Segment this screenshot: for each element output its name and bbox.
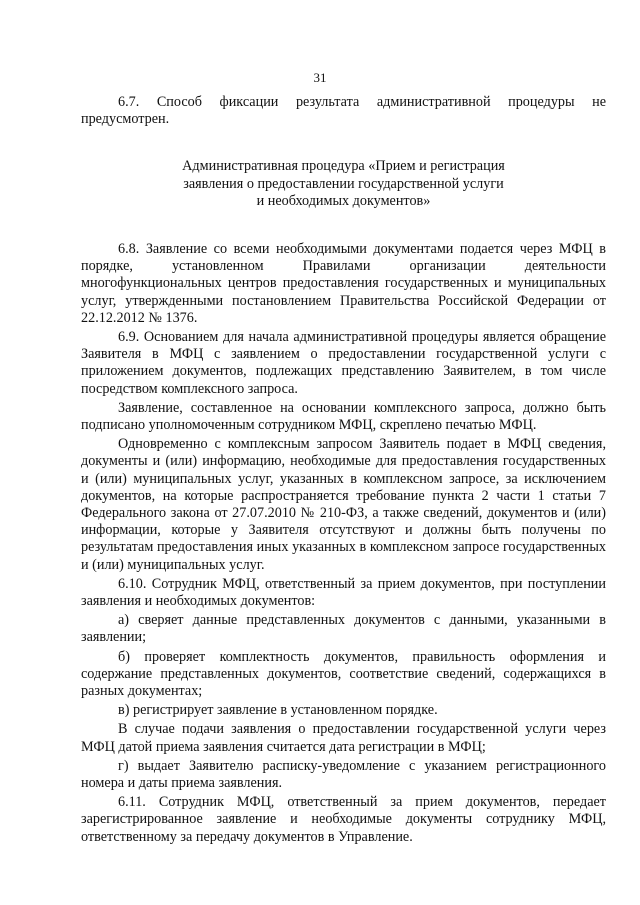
paragraph-6-8: 6.8. Заявление со всеми необходимыми документами подается через МФЦ в порядке, установленном Правилами организации деятельности многофункциональных центров предоставления государственных и муниципальных услуг, утвержденными постановлением Правительства Российской Федерации от 22.12.2012 № 1376. [81,240,606,326]
paragraph-complex-request-documents: Одновременно с комплексным запросом Заявитель подает в МФЦ сведения, документы и (или) информацию, необходимые для предоставления государственных и (или) муниципальных услуг, указанных в комплексном запросе, за исключением документов, на которые распространяется требование пункта 2 части 1 статьи 7 Федерального закона от 27.07.2010 № 210-ФЗ, а также сведений, документов и (или) информации, которые у Заявителя отсутствуют и должны быть получены по результатам предоставления иных указанных в комплексном запросе государственных и (или) муниципальных услуг. [81,436,606,573]
paragraph-6-10: 6.10. Сотрудник МФЦ, ответственный за прием документов, при поступлении заявления и необходимых документов: [81,575,606,609]
paragraph-acceptance-date: В случае подачи заявления о предоставлении государственной услуги через МФЦ датой приема заявления считается дата регистрации в МФЦ; [81,721,606,755]
heading-line-1: Административная процедура «Прием и регистрация [182,158,505,175]
paragraph-complex-request-signature: Заявление, составленное на основании комплексного запроса, должно быть подписано уполномоченным сотрудником МФЦ, скреплено печатью МФЦ. [81,399,606,433]
page-number: 31 [313,70,327,85]
paragraph-6-11: 6.11. Сотрудник МФЦ, ответственный за прием документов, передает зарегистрированное заявление и необходимые документы сотруднику МФЦ, ответственному за передачу документов в Управление. [81,794,606,845]
paragraph-6-9: 6.9. Основанием для начала административной процедуры является обращение Заявителя в МФЦ с заявлением о предоставлении государственной услуги с приложением документов, подлежащих представлению Заявителем, в том числе посредством комплексного запроса. [81,328,606,397]
paragraph-6-7: 6.7. Способ фиксации результата административной процедуры не предусмотрен. [81,94,606,128]
list-item-b: б) проверяет комплектность документов, правильность оформления и содержание представленных документов, соответствие сведений, содержащихся в разных документах; [81,648,606,699]
document-body [81,94,606,848]
list-item-v: в) регистрирует заявление в установленном порядке. [118,702,438,719]
list-item-g: г) выдает Заявителю расписку-уведомление с указанием регистрационного номера и даты приема заявления. [81,757,606,791]
heading-line-3: и необходимых документов» [256,193,431,210]
heading-line-2: заявления о предоставлении государственной услуги [183,175,504,192]
section-heading [81,158,606,211]
list-item-a: а) сверяет данные представленных документов с данными, указанными в заявлении; [81,612,606,646]
